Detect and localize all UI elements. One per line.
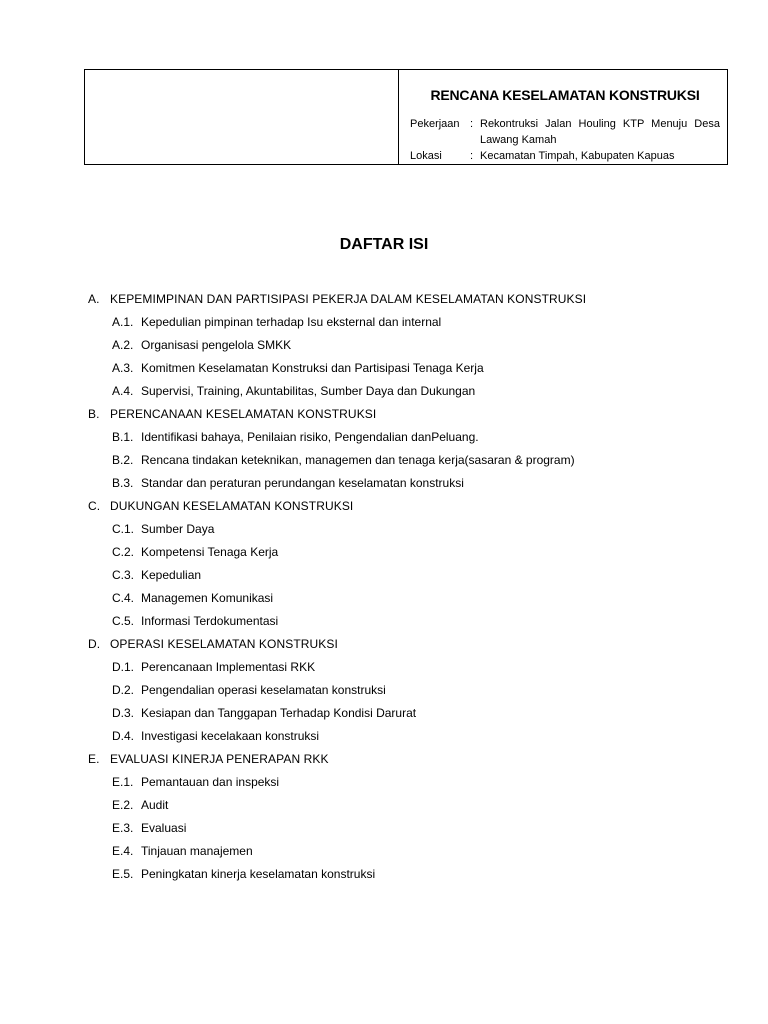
toc-item-number: C.4.: [112, 590, 135, 605]
toc-item-number: E.2.: [112, 797, 134, 812]
toc-section: [88, 402, 728, 425]
toc-title: DAFTAR ISI: [339, 236, 429, 253]
toc-section-title: PERENCANAAN KESELAMATAN KONSTRUKSI: [110, 406, 377, 421]
toc-item-text: Organisasi pengelola SMKK: [141, 337, 292, 352]
toc-item-number: D.2.: [112, 682, 135, 697]
toc-item-number: E.5.: [112, 866, 134, 881]
toc-section: [88, 632, 728, 655]
toc-item: [88, 770, 728, 793]
toc-item-text: Sumber Daya: [141, 521, 215, 536]
pekerjaan-row-cont: [410, 132, 720, 148]
toc-item-text: Kesiapan dan Tanggapan Terhadap Kondisi Darurat: [141, 705, 417, 720]
toc-item: [88, 678, 728, 701]
toc-item-text: Audit: [141, 797, 169, 812]
toc-item: [88, 471, 728, 494]
toc-item: [88, 425, 728, 448]
toc-item-number: A.2.: [112, 337, 134, 352]
toc-item-number: C.3.: [112, 567, 135, 582]
toc-item-number: E.3.: [112, 820, 134, 835]
toc-item: [88, 816, 728, 839]
toc-item-text: Pengendalian operasi keselamatan konstruksi: [141, 682, 386, 697]
pekerjaan-separator: :: [470, 118, 474, 130]
toc-item-number: D.1.: [112, 659, 135, 674]
toc-item-text: Kepedulian pimpinan terhadap Isu eksternal dan internal: [141, 314, 442, 329]
lokasi-label: Lokasi: [410, 150, 442, 162]
toc-item-text: Standar dan peraturan perundangan keselamatan konstruksi: [141, 475, 464, 490]
lokasi-row: [410, 148, 720, 164]
toc-item: [88, 310, 728, 333]
toc-item: [88, 356, 728, 379]
toc-item: [88, 448, 728, 471]
toc-item-text: Supervisi, Training, Akuntabilitas, Sumber Daya dan Dukungan: [141, 383, 476, 398]
toc-item-number: A.4.: [112, 383, 134, 398]
toc-item: [88, 701, 728, 724]
toc-section-letter: E.: [88, 751, 100, 766]
toc-item-text: Managemen Komunikasi: [141, 590, 274, 605]
toc-item-text: Perencanaan Implementasi RKK: [141, 659, 316, 674]
table-of-contents: [88, 287, 728, 885]
toc-item-number: B.2.: [112, 452, 134, 467]
toc-section-letter: D.: [88, 636, 101, 651]
header-info: [399, 70, 727, 164]
toc-item-number: A.1.: [112, 314, 134, 329]
document-title: RENCANA KESELAMATAN KONSTRUKSI: [430, 87, 700, 103]
toc-section: [88, 747, 728, 770]
pekerjaan-value-line1: Rekontruksi Jalan Houling KTP Menuju Desa: [480, 118, 720, 130]
toc-item-text: Informasi Terdokumentasi: [141, 613, 279, 628]
toc-section-letter: B.: [88, 406, 100, 421]
toc-item-text: Investigasi kecelakaan konstruksi: [141, 728, 320, 743]
toc-section-letter: A.: [88, 291, 100, 306]
toc-item: [88, 839, 728, 862]
document-header-box: [84, 69, 728, 165]
toc-item-text: Pemantauan dan inspeksi: [141, 774, 280, 789]
logo-area: [85, 70, 399, 164]
toc-section-title: KEPEMIMPINAN DAN PARTISIPASI PEKERJA DALAM KESELAMATAN KONSTRUKSI: [110, 291, 587, 306]
pekerjaan-value-line2: Lawang Kamah: [480, 134, 557, 146]
toc-item: [88, 517, 728, 540]
toc-section-letter: C.: [88, 498, 101, 513]
toc-item: [88, 609, 728, 632]
lokasi-value: Kecamatan Timpah, Kabupaten Kapuas: [480, 150, 675, 162]
toc-section-title: OPERASI KESELAMATAN KONSTRUKSI: [110, 636, 338, 651]
toc-item: [88, 563, 728, 586]
toc-item-number: E.4.: [112, 843, 134, 858]
lokasi-separator: :: [470, 150, 474, 162]
toc-item-number: C.1.: [112, 521, 135, 536]
toc-item-text: Evaluasi: [141, 820, 187, 835]
toc-item-text: Peningkatan kinerja keselamatan konstruksi: [141, 866, 376, 881]
toc-section: [88, 494, 728, 517]
toc-item-text: Rencana tindakan keteknikan, managemen dan tenaga kerja(sasaran & program): [141, 452, 575, 467]
toc-item-number: E.1.: [112, 774, 134, 789]
toc-item-text: Komitmen Keselamatan Konstruksi dan Partisipasi Tenaga Kerja: [141, 360, 484, 375]
toc-item-number: B.3.: [112, 475, 134, 490]
toc-section: [88, 287, 728, 310]
toc-item-number: C.2.: [112, 544, 135, 559]
pekerjaan-label: Pekerjaan: [410, 118, 460, 130]
toc-item: [88, 540, 728, 563]
toc-section-title: EVALUASI KINERJA PENERAPAN RKK: [110, 751, 329, 766]
toc-item: [88, 655, 728, 678]
toc-item: [88, 793, 728, 816]
toc-item: [88, 724, 728, 747]
toc-item-text: Tinjauan manajemen: [141, 843, 253, 858]
toc-item-number: C.5.: [112, 613, 135, 628]
toc-item: [88, 333, 728, 356]
toc-item-text: Identifikasi bahaya, Penilaian risiko, Pengendalian danPeluang.: [141, 429, 479, 444]
toc-item-number: D.4.: [112, 728, 135, 743]
toc-item: [88, 862, 728, 885]
pekerjaan-row: [410, 116, 720, 132]
toc-section-title: DUKUNGAN KESELAMATAN KONSTRUKSI: [110, 498, 354, 513]
toc-item-number: B.1.: [112, 429, 134, 444]
toc-item-number: A.3.: [112, 360, 134, 375]
toc-item-number: D.3.: [112, 705, 135, 720]
toc-item-text: Kepedulian: [141, 567, 202, 582]
toc-item: [88, 379, 728, 402]
toc-item-text: Kompetensi Tenaga Kerja: [141, 544, 279, 559]
toc-item: [88, 586, 728, 609]
